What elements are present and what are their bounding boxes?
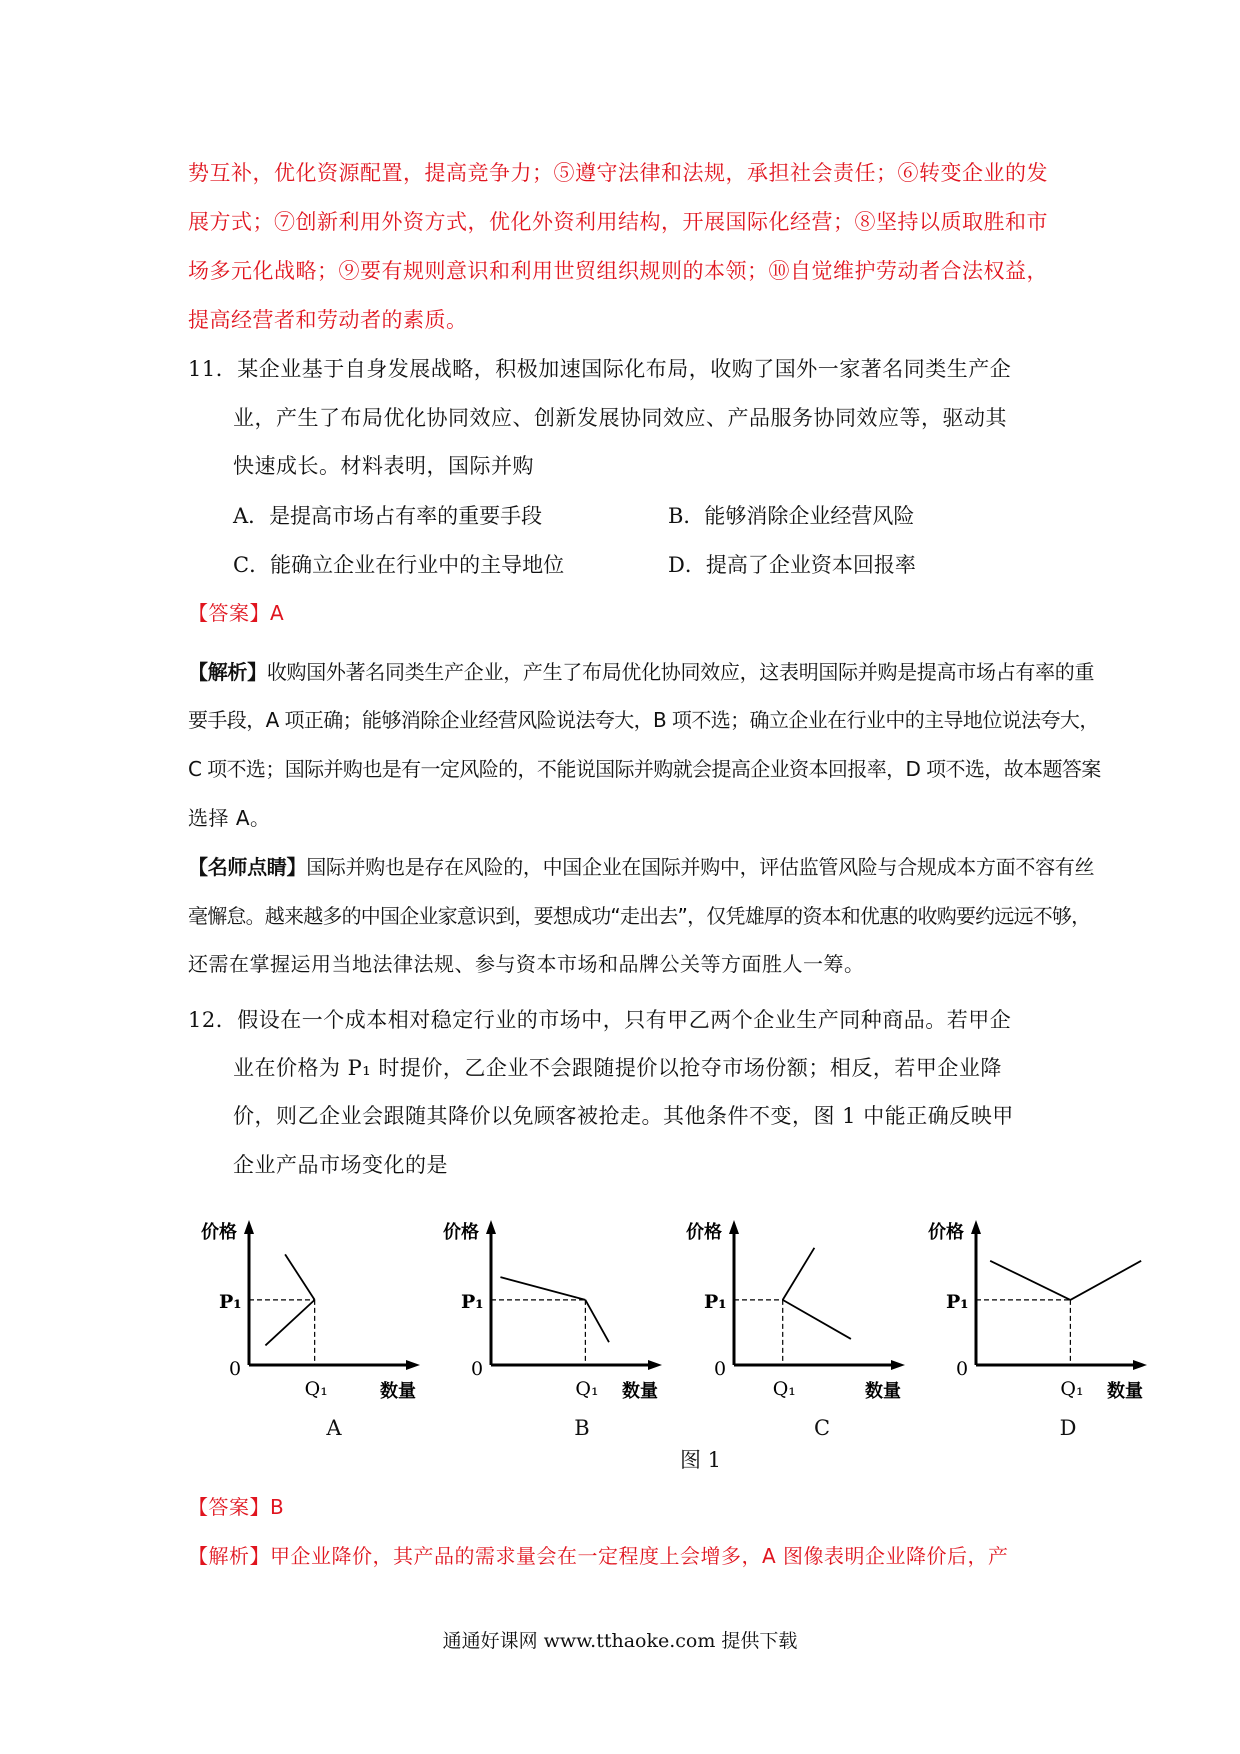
chart-svg	[195, 1205, 455, 1405]
demand-segment-below-P1	[783, 1300, 851, 1339]
origin-label: 0	[714, 1358, 727, 1380]
q12-stem-line: 12．假设在一个成本相对稳定行业的市场中，只有甲乙两个企业生产同种商品。若甲企	[188, 1008, 1012, 1032]
q11-analysis-line	[188, 658, 1094, 686]
q12-answer	[188, 1493, 284, 1521]
analysis-text: 收购国外著名同类生产企业，产生了布局优化协同效应，这表明国际并购是提高市场占有率的重	[266, 660, 1095, 684]
x-axis-arrow-icon	[648, 1360, 662, 1370]
q11-option-b: B．能够消除企业经营风险	[668, 504, 915, 528]
y-axis-label: 价格	[686, 1222, 722, 1243]
y-axis-arrow-icon	[729, 1220, 739, 1234]
demand-segment-right	[1070, 1261, 1141, 1300]
x-axis-label: 数量	[865, 1381, 901, 1402]
origin-label: 0	[956, 1358, 969, 1380]
chart-a	[195, 1205, 455, 1405]
q12-stem-line: 业在价格为 P₁ 时提价，乙企业不会跟随提价以抢夺市场份额；相反，若甲企业降	[233, 1056, 1002, 1080]
demand-segment-above-P1	[500, 1277, 585, 1300]
q1-label: Q₁	[772, 1378, 796, 1400]
demand-segment-above-P1	[285, 1254, 315, 1300]
continuation-line: 场多元化战略；⑨要有规则意识和利用世贸组织规则的本领；⑩自觉维护劳动者合法权益，	[188, 259, 1048, 283]
answer-value: B	[270, 1495, 285, 1519]
y-axis-arrow-icon	[244, 1220, 254, 1234]
tip-label: 【名师点睛】	[188, 855, 307, 879]
x-axis-label: 数量	[1107, 1381, 1143, 1402]
q11-tip-line: 毫懈怠。越来越多的中国企业家意识到，要想成功“走出去”，仅凭雄厚的资本和优惠的收购要约远远不够，	[188, 904, 1091, 928]
q1-label: Q₁	[575, 1378, 599, 1400]
x-axis-label: 数量	[622, 1381, 658, 1402]
chart-letter-c: C	[813, 1416, 831, 1440]
q11-option-a: A．是提高市场占有率的重要手段	[233, 504, 543, 528]
x-axis-arrow-icon	[891, 1360, 905, 1370]
y-axis-label: 价格	[928, 1222, 964, 1243]
q12-stem-line: 企业产品市场变化的是	[233, 1153, 448, 1177]
demand-segment-below-P1	[265, 1300, 314, 1346]
p1-label: P₁	[219, 1290, 242, 1313]
chart-svg	[437, 1205, 697, 1405]
chart-d	[922, 1205, 1182, 1405]
chart-letter-a: A	[326, 1416, 342, 1440]
page-footer: 通通好课网 www.tthaoke.com 提供下载	[442, 1630, 798, 1652]
chart-svg	[922, 1205, 1182, 1405]
q1-label: Q₁	[1060, 1378, 1084, 1400]
q11-tip-line: 还需在掌握运用当地法律法规、参与资本市场和品牌公关等方面胜人一筹。	[188, 952, 865, 976]
x-axis-arrow-icon	[1133, 1360, 1147, 1370]
q11-option-c: C．能确立企业在行业中的主导地位	[233, 553, 565, 577]
p1-label: P₁	[704, 1290, 727, 1313]
continuation-line: 展方式；⑦创新利用外资方式，优化外资利用结构，开展国际化经营；⑧坚持以质取胜和市	[188, 210, 1048, 234]
origin-label: 0	[471, 1358, 484, 1380]
answer-label: 【答案】	[188, 1495, 270, 1519]
y-axis-arrow-icon	[971, 1220, 981, 1234]
demand-segment-below-P1	[585, 1300, 609, 1342]
q11-stem-line: 11．某企业基于自身发展战略，积极加速国际化布局，收购了国外一家著名同类生产企	[188, 357, 1012, 381]
q12-stem-line: 价，则乙企业会跟随其降价以免顾客被抢走。其他条件不变，图 1 中能正确反映甲	[233, 1104, 1014, 1128]
demand-segment-above-P1	[783, 1248, 815, 1300]
y-axis-label: 价格	[201, 1222, 237, 1243]
answer-value: A	[270, 601, 285, 625]
chart-letter-d: D	[1059, 1416, 1077, 1440]
q11-option-d: D．提高了企业资本回报率	[668, 553, 916, 577]
q11-stem-line: 业，产生了布局优化协同效应、创新发展协同效应、产品服务协同效应等，驱动其	[233, 406, 1007, 430]
q11-analysis-line: 选择 A。	[188, 806, 271, 830]
p1-label: P₁	[946, 1290, 969, 1313]
analysis-text: 甲企业降价，其产品的需求量会在一定程度上会增多，A 图像表明企业降价后，产	[270, 1544, 1009, 1568]
q11-stem-line: 快速成长。材料表明，国际并购	[233, 454, 534, 478]
figure-caption: 图 1	[680, 1448, 722, 1472]
chart-letter-b: B	[574, 1416, 590, 1440]
x-axis-arrow-icon	[406, 1360, 420, 1370]
chart-b	[437, 1205, 697, 1405]
y-axis-arrow-icon	[486, 1220, 496, 1234]
x-axis-label: 数量	[380, 1381, 416, 1402]
continuation-line: 提高经营者和劳动者的素质。	[188, 308, 468, 332]
q11-analysis-line: C 项不选；国际并购也是有一定风险的，不能说国际并购就会提高企业资本回报率，D 项不选，故本题答案	[188, 757, 1101, 781]
analysis-label: 【解析】	[188, 660, 267, 684]
y-axis-label: 价格	[443, 1222, 479, 1243]
tip-text: 国际并购也是存在风险的，中国企业在国际并购中，评估监管风险与合规成本方面不容有丝	[306, 855, 1095, 879]
q11-tip-line	[188, 853, 1094, 881]
q11-analysis-line: 要手段，A 项正确；能够消除企业经营风险说法夸大，B 项不选；确立企业在行业中的主导地位说法夸大，	[188, 708, 1099, 732]
continuation-line: 势互补，优化资源配置，提高竞争力；⑤遵守法律和法规，承担社会责任；⑥转变企业的发	[188, 161, 1048, 185]
origin-label: 0	[229, 1358, 242, 1380]
q1-label: Q₁	[304, 1378, 328, 1400]
q11-answer	[188, 599, 284, 627]
analysis-label: 【解析】	[188, 1544, 270, 1568]
chart-c	[680, 1205, 940, 1405]
demand-segment-left	[990, 1261, 1070, 1300]
chart-svg	[680, 1205, 940, 1405]
p1-label: P₁	[461, 1290, 484, 1313]
answer-label: 【答案】	[188, 601, 270, 625]
q12-analysis-line	[188, 1542, 1009, 1570]
